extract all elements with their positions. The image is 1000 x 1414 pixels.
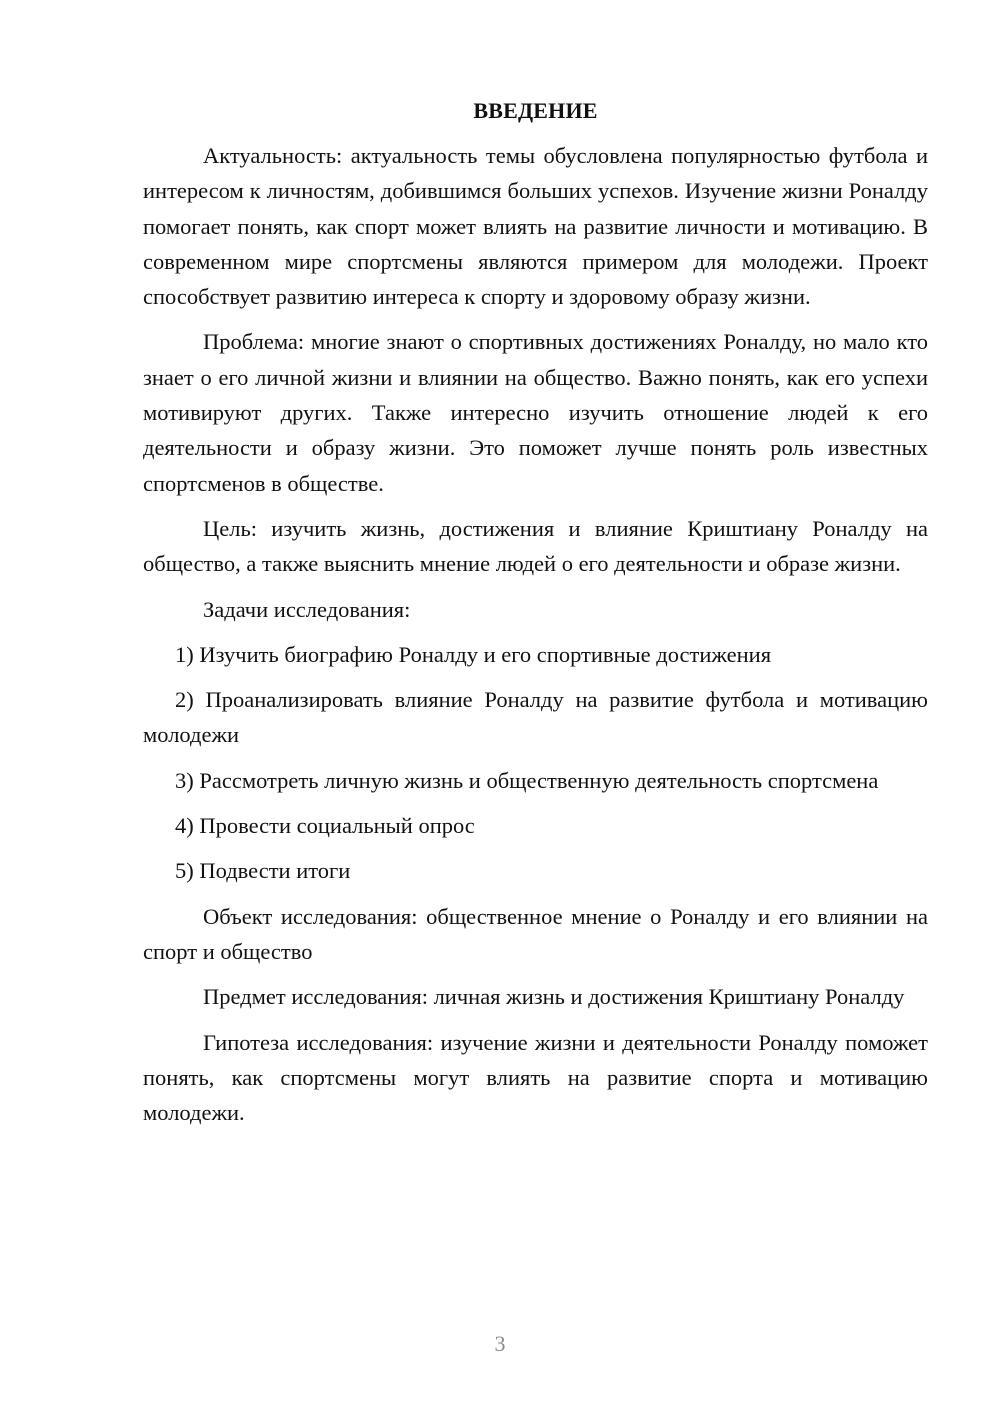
- paragraph-subject: Предмет исследования: личная жизнь и достижения Криштиану Роналду: [203, 984, 905, 1010]
- task-item-4: 4) Провести социальный опрос: [175, 813, 475, 839]
- page-content: [143, 93, 928, 1140]
- task-item-5: 5) Подвести итоги: [175, 858, 351, 884]
- paragraph-problem: Проблема: многие знают о спортивных достижениях Роналду, но мало кто знает о его личной жизни и влиянии на общество. Важно понять, как его успехи мотивируют других. Также интересно изучить отношение людей к его деятельности и образу жизни. Это поможет лучше понять роль известных спортсменов в обществе.: [143, 329, 928, 496]
- task-item-3: 3) Рассмотреть личную жизнь и общественную деятельность спортсмена: [175, 767, 879, 793]
- paragraph-object: Объект исследования: общественное мнение о Роналду и его влиянии на спорт и общество: [143, 903, 928, 964]
- paragraph-tasks-heading: Задачи исследования:: [203, 596, 411, 622]
- task-item-1: 1) Изучить биографию Роналду и его спортивные достижения: [175, 641, 772, 667]
- paragraph-goal: Цель: изучить жизнь, достижения и влияние Криштиану Роналду на общество, а также выяснить мнение людей о его деятельности и образе жизни.: [143, 515, 928, 577]
- task-item-2: 2) Проанализировать влияние Роналду на развитие футбола и мотивацию молодежи: [143, 687, 928, 748]
- paragraph-hypothesis: Гипотеза исследования: изучение жизни и деятельности Роналду поможет понять, как спортсмены могут влиять на развитие спорта и мотивацию молодежи.: [143, 1029, 928, 1126]
- page-number: 3: [494, 1331, 506, 1356]
- paragraph-relevance: Актуальность: актуальность темы обусловлена популярностью футбола и интересом к личностям, добившимся больших успехов. Изучение жизни Роналду помогает понять, как спорт может влиять на развитие личности и мотивацию. В современном мире спортсмены являются примером для молодежи. Проект способствует развитию интереса к спорту и здоровому образу жизни.: [143, 143, 928, 310]
- section-title: ВВЕДЕНИЕ: [473, 98, 598, 123]
